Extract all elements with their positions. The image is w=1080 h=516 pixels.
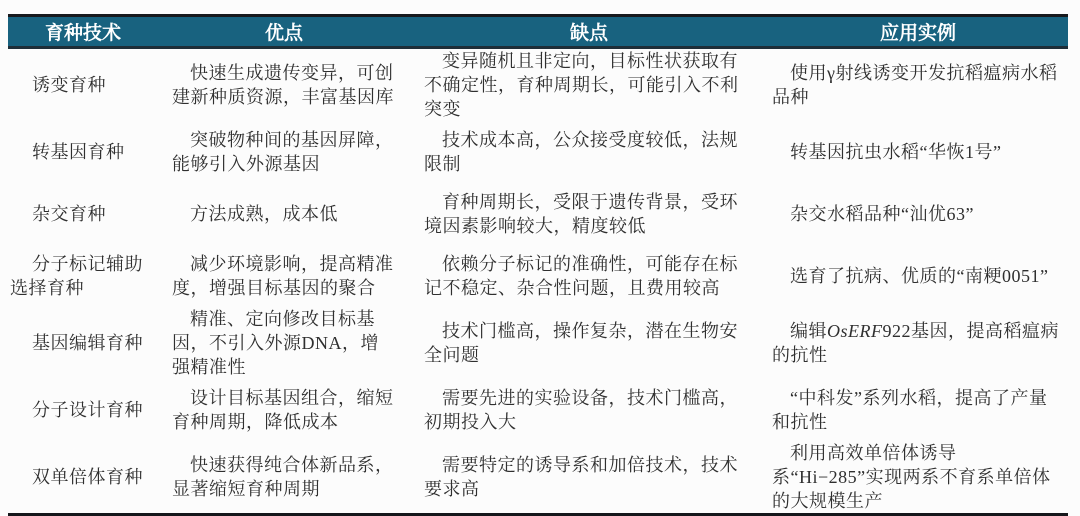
cell-pros: 突破物种间的基因屏障，能够引入外源基因 — [172, 130, 394, 174]
column-header-example: 应用实例 — [879, 23, 956, 44]
table-body — [8, 49, 1068, 513]
breeding-techniques-table — [8, 14, 1068, 516]
cell-cons: 变异随机且非定向，目标性状获取有不确定性，育种周期长，可能引入不利突变 — [424, 51, 739, 119]
gene-name-italic: OsERF — [827, 321, 883, 341]
table-header-row — [8, 14, 1068, 49]
table-row — [8, 245, 1068, 307]
table-row — [8, 441, 1068, 513]
cell-cons: 技术门槛高，操作复杂，潜在生物安全问题 — [424, 321, 738, 365]
cell-cons: 依赖分子标记的准确性，可能存在标记不稳定、杂合性问题，且费用较高 — [424, 254, 738, 298]
table-row — [8, 183, 1068, 245]
cell-tech: 基因编辑育种 — [32, 333, 143, 353]
cell-example: 杂交水稻品种“汕优63” — [790, 204, 974, 224]
example-text: 编辑 — [790, 321, 827, 341]
table-row — [8, 49, 1068, 121]
table-row — [8, 379, 1068, 441]
cell-pros: 方法成熟，成本低 — [190, 204, 338, 224]
cell-pros: 设计目标基因组合，缩短育种周期，降低成本 — [172, 388, 394, 432]
cell-pros: 减少环境影响，提高精准度，增强目标基因的聚合 — [172, 254, 394, 298]
table-row — [8, 307, 1068, 379]
cell-example: 使用γ射线诱变开发抗稻瘟病水稻品种 — [772, 63, 1058, 107]
cell-tech: 分子标记辅助选择育种 — [10, 254, 143, 298]
column-header-tech: 育种技术 — [44, 23, 121, 44]
table-row — [8, 121, 1068, 183]
cell-tech: 分子设计育种 — [32, 400, 143, 420]
column-header-cons: 缺点 — [569, 23, 608, 44]
cell-example: 利用高效单倍体诱导系“Hi−285”实现两系不育系单倍体的大规模生产 — [772, 443, 1051, 511]
cell-pros: 快速获得纯合体新品系，显著缩短育种周期 — [172, 455, 394, 499]
cell-tech: 杂交育种 — [32, 204, 106, 224]
example-text: 922基因，提高稻瘟病的抗性 — [772, 321, 1059, 365]
cell-cons: 需要先进的实验设备，技术门槛高，初期投入大 — [424, 388, 738, 432]
cell-cons: 育种周期长，受限于遗传背景，受环境因素影响较大，精度较低 — [424, 192, 738, 236]
cell-tech: 转基因育种 — [32, 142, 125, 162]
cell-example: 选育了抗病、优质的“南粳0051” — [790, 266, 1049, 286]
cell-example — [768, 319, 1068, 367]
cell-example: “中科发”系列水稻，提高了产量和抗性 — [772, 388, 1048, 432]
cell-cons: 技术成本高，公众接受度较低，法规限制 — [424, 130, 738, 174]
cell-pros: 精准、定向修改目标基因，不引入外源DNA，增强精准性 — [172, 309, 379, 377]
cell-cons: 需要特定的诱导系和加倍技术，技术要求高 — [424, 455, 738, 499]
cell-example: 转基因抗虫水稻“华恢1号” — [790, 142, 1002, 162]
cell-tech: 诱变育种 — [32, 75, 106, 95]
cell-pros: 快速生成遗传变异，可创建新种质资源，丰富基因库 — [172, 63, 394, 107]
cell-tech: 双单倍体育种 — [32, 467, 143, 487]
column-header-pros: 优点 — [264, 23, 303, 44]
